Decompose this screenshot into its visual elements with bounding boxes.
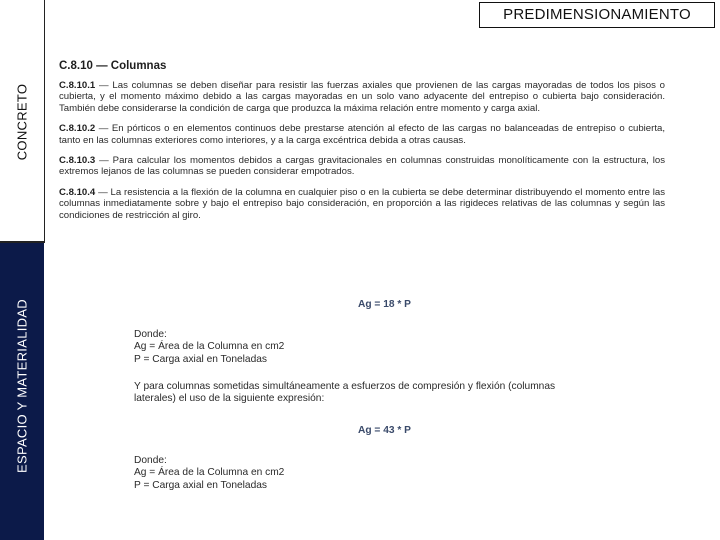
formula-ag-43p: Ag = 43 * P [358,425,411,436]
combined-load-text [134,381,604,406]
combined-line-1: Y para columnas sometidas simultáneamente a esfuerzos de compresión y flexión (columnas [134,381,556,392]
paragraph-c8-10-1 [59,80,665,114]
paragraph-c8-10-4 [59,187,665,221]
clause-number: C.8.10.1 [59,80,96,91]
document-body [59,60,665,230]
definition-ag: Ag = Área de la Columna en cm2 [134,341,285,353]
paragraph-c8-10-2 [59,123,665,146]
clause-number: C.8.10.2 [59,123,96,135]
sidebar-label-concreto: CONCRETO [14,83,30,161]
page-title: PREDIMENSIONAMIENTO [479,2,715,28]
formula-ag-18p: Ag = 18 * P [358,299,411,310]
clause-text: — Para calcular los momentos debidos a cargas gravitacionales en columnas construidas monolíticamente con la estructura, los extremos lejanos de las columnas se pueden considerar empotrados. [59,155,665,178]
definitions-block-2 [134,455,284,492]
combined-line-2: laterales) el uso de la siguiente expresión: [134,393,325,405]
clause-number: C.8.10.3 [59,155,96,167]
section-heading: C.8.10 — Columnas [59,60,167,72]
definition-p: P = Carga axial en Toneladas [134,479,268,491]
sidebar-label-espacio-materialidad: ESPACIO Y MATERIALIDAD [14,299,30,473]
sidebar-divider [0,241,45,243]
clause-text: — La resistencia a la flexión de la columna en cualquier piso o en la cubierta se debe determinar distribuyendo el momento entre las columnas inmediatamente sobre y bajo el entrepiso bajo consideración, en proporción a las rigideces relativas de las columnas y según las condiciones de restricción al giro. [59,186,665,221]
clause-number: C.8.10.4 [59,186,96,198]
definition-ag: Ag = Área de la Columna en cm2 [134,467,285,479]
definitions-block-1 [134,329,284,366]
clause-text: — Las columnas se deben diseñar para resistir las fuerzas axiales que provienen de las cargas mayoradas de todos los pisos o cubierta, y el momento máximo debido a las cargas mayoradas en un solo vano adyacente del entrepiso o cubierta bajo consideración. También debe considerarse la condición de carga que produzca la máxima relación entre momento y carga axial. [59,80,665,114]
where-label: Donde: [134,329,167,340]
paragraph-c8-10-3 [59,155,665,178]
clause-text: — En pórticos o en elementos continuos debe prestarse atención al efecto de las cargas no balanceadas de entrepiso o cubierta, tanto en las columnas exteriores como interiores, y a la carga excéntrica debida a otras causas. [59,123,665,146]
definition-p: P = Carga axial en Toneladas [134,353,268,365]
where-label: Donde: [134,455,167,466]
